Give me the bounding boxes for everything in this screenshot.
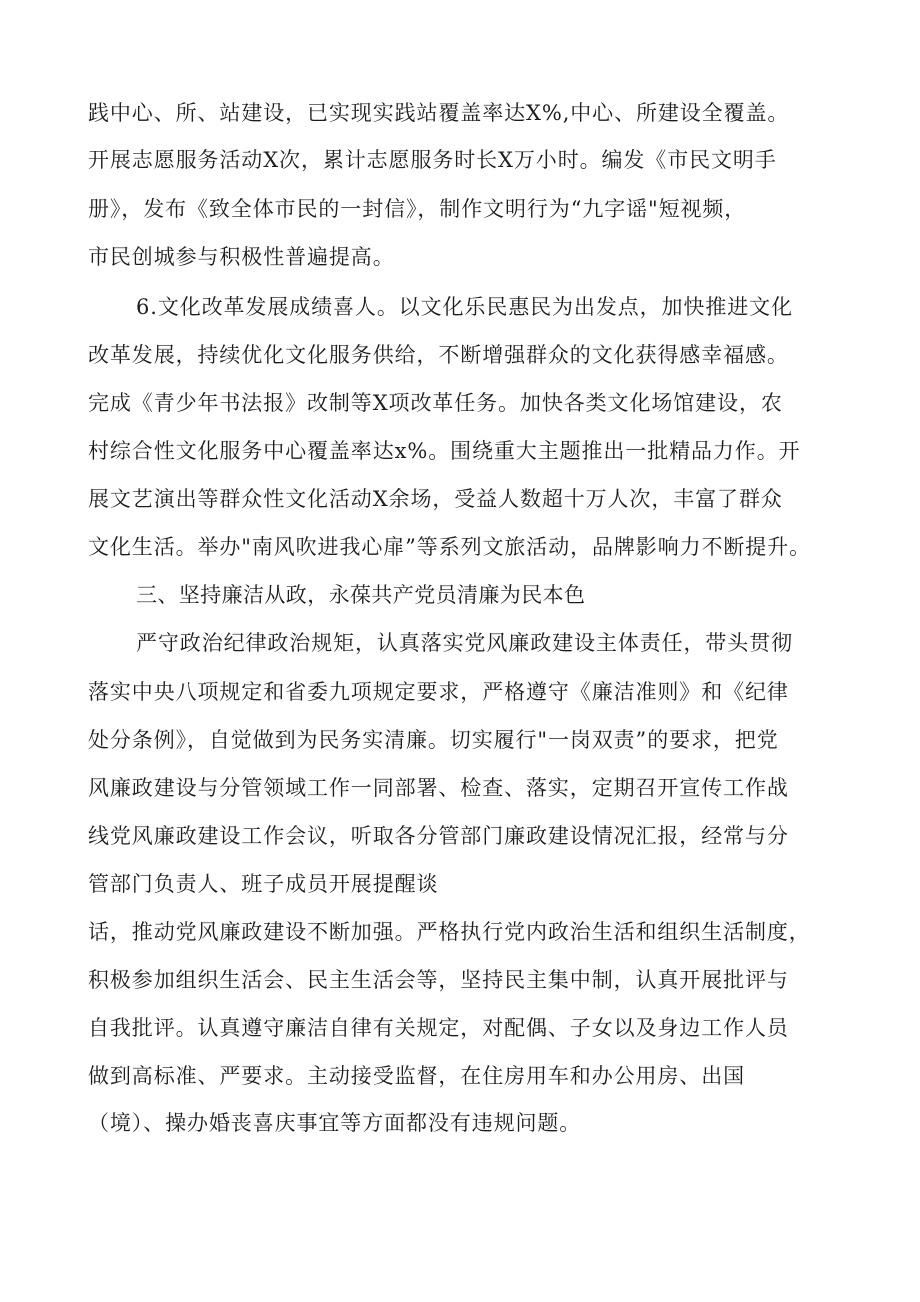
- paragraph-line: 展文艺演出等群众性文化活动X余场，受益人数超十万人次，丰富了群众: [88, 487, 783, 511]
- paragraph-line: 市民创城参与积极性普遍提高。: [88, 245, 395, 269]
- paragraph-line: 严守政治纪律政治规矩，认真落实党风廉政建设主体责任，带头贯彻: [136, 631, 793, 655]
- section-item-heading: 6.文化改革发展成绩喜人。以文化乐民惠民为出发点，加快推进文化: [136, 295, 793, 319]
- paragraph-line: 做到高标准、严要求。主动接受监督，在住房用车和办公用房、出国: [88, 1064, 745, 1088]
- paragraph-line: 完成《青少年书法报》改制等X项改革任务。加快各类文化场馆建设，农: [88, 391, 783, 415]
- paragraph-line: 处分条例》，自觉做到为民务实清廉。切实履行"一岗双责”的要求，把党: [88, 728, 779, 752]
- paragraph-line: 话，推动党风廉政建设不断加强。严格执行党内政治生活和组织生活制度，: [88, 920, 811, 944]
- paragraph-line: 管部门负责人、班子成员开展提醒谈: [88, 872, 439, 896]
- paragraph-line: 改革发展，持续优化文化服务供给，不断增强群众的文化获得感幸福感。: [88, 343, 789, 367]
- paragraph-line: 文化生活。举办"南风吹进我心扉”等系列文旅活动，品牌影响力不断提升。: [88, 535, 811, 559]
- section-heading: 三、坚持廉洁从政，永葆共产党员清廉为民本色: [136, 583, 586, 607]
- paragraph-line: （境）、操办婚丧喜庆事宜等方面都没有违规问题。: [88, 1111, 582, 1135]
- paragraph-line: 积极参加组织生活会、民主生活会等，坚持民主集中制，认真开展批评与: [88, 968, 789, 992]
- paragraph-line: 线党风廉政建设工作会议，听取各分管部门廉政建设情况汇报，经常与分: [88, 824, 789, 848]
- paragraph-line: 村综合性文化服务中心覆盖率达x%。围绕重大主题推出一批精品力作。开: [88, 439, 801, 463]
- paragraph-line: 册》，发布《致全体市民的一封信》，制作文明行为“九字谣"短视频，: [88, 197, 747, 221]
- paragraph-line: 践中心、所、站建设，已实现实践站覆盖率达X%,中心、所建设全覆盖。: [88, 101, 790, 125]
- paragraph-line: 自我批评。认真遵守廉洁自律有关规定，对配偶、子女以及身边工作人员: [88, 1016, 789, 1040]
- paragraph-line: 风廉政建设与分管领域工作一同部署、检查、落实，定期召开宣传工作战: [88, 776, 789, 800]
- paragraph-line: 开展志愿服务活动X次，累计志愿服务时长X万小时。编发《市民文明手: [88, 148, 777, 172]
- paragraph-line: 落实中央八项规定和省委九项规定要求，严格遵守《廉洁准则》和《纪律: [88, 680, 789, 704]
